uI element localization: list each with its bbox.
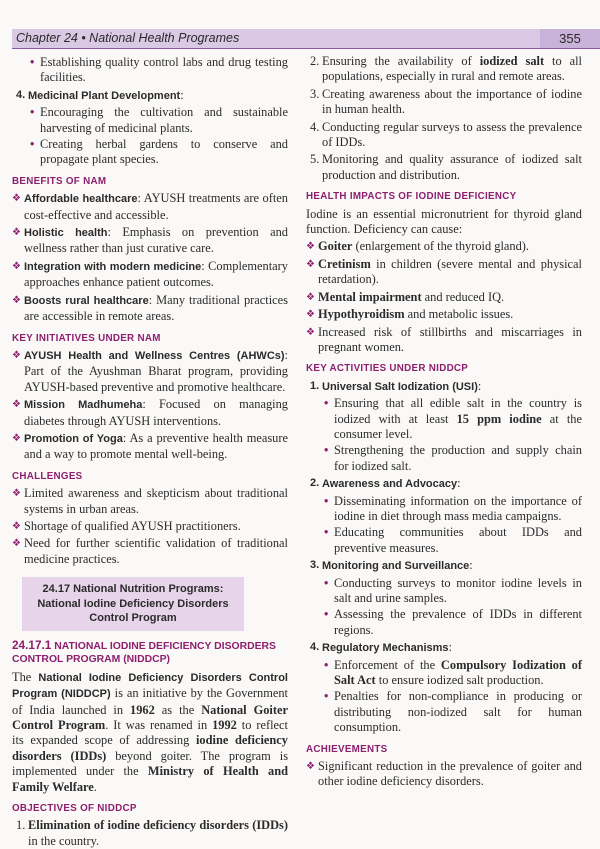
diamond-bullet-icon: ❖: [12, 349, 21, 361]
diamond-bullet-icon: ❖: [306, 241, 315, 253]
chapter-title: Chapter 24 • National Health Programes: [16, 31, 240, 45]
subsection-heading: 24.17.1 NATIONAL IODINE DEFICIENCY DISORDERS CONTROL PROGRAM (NIDDCP): [12, 637, 276, 666]
numbered-item: 3. Creating awareness about the importance of iodine in human health.: [310, 86, 582, 117]
diamond-bullet-icon: ❖: [12, 227, 21, 239]
diamond-bullet-icon: ❖: [12, 260, 21, 272]
section-title-box: 24.17 National Nutrition Programs: National Iodine Deficiency Disorders Control Program: [22, 577, 244, 631]
list-item: • Disseminating information on the importance of iodine in diet through mass media campaigns.: [324, 493, 582, 523]
list-item: • Enforcement of the Compulsory Iodization of Salt Act to ensure iodized salt production.: [324, 657, 582, 688]
left-column: [12, 54, 288, 849]
list-item: • Strengthening the production and supply chain for iodized salt.: [324, 443, 582, 473]
numbered-item: 3. Monitoring and Surveillance:: [310, 558, 473, 573]
bullet-icon: •: [324, 493, 329, 508]
numbered-item: 2. Ensuring the availability of iodized salt to all populations, especially in rural and remote areas.: [310, 54, 582, 84]
bullet-icon: •: [324, 689, 329, 704]
diamond-bullet-icon: ❖: [12, 488, 21, 500]
list-item: ❖ Limited awareness and skepticism about traditional systems in urban areas.: [12, 486, 288, 516]
section-heading: KEY INITIATIVES UNDER NAM: [12, 332, 161, 344]
bullet-icon: •: [324, 607, 329, 622]
section-heading: CHALLENGES: [12, 470, 83, 482]
list-item: ❖ Cretinism in children (severe mental and physical retardation).: [306, 256, 582, 287]
bullet-icon: •: [324, 443, 329, 458]
list-item: • Establishing quality control labs and drug testing facilities.: [30, 55, 288, 85]
list-item: ❖ Holistic health: Emphasis on prevention and wellness rather than just curative care.: [12, 225, 288, 256]
bullet-icon: •: [30, 55, 35, 69]
list-item: • Ensuring that all edible salt in the country is iodized with at least 15 ppm iodine at the consumer level.: [324, 396, 582, 441]
list-item: ❖ Integration with modern medicine: Complementary approaches enhance patient outcomes.: [12, 258, 288, 290]
numbered-item: 4. Regulatory Mechanisms:: [310, 640, 452, 655]
page-number: 355: [540, 29, 600, 48]
list-item: • Conducting surveys to monitor iodine levels in salt and urine samples.: [324, 575, 582, 605]
section-heading: KEY ACTIVITIES UNDER NIDDCP: [306, 363, 469, 375]
section-heading: HEALTH IMPACTS OF IODINE DEFICIENCY: [306, 191, 517, 203]
list-item: • Penalties for non-compliance in producing or distributing non-iodized salt for human consumption.: [324, 689, 582, 735]
diamond-bullet-icon: ❖: [12, 538, 21, 550]
list-item: • Creating herbal gardens to conserve and propagate plant species.: [30, 137, 288, 167]
diamond-bullet-icon: ❖: [306, 761, 315, 773]
list-item: ❖ Increased risk of stillbirths and miscarriages in pregnant women.: [306, 324, 582, 354]
numbered-item: 2. Awareness and Advocacy:: [310, 476, 461, 491]
diamond-bullet-icon: ❖: [12, 520, 21, 532]
diamond-bullet-icon: ❖: [12, 193, 21, 205]
numbered-item: 4. Medicinal Plant Development:: [16, 87, 184, 102]
bullet-icon: •: [324, 575, 329, 590]
list-item: ❖ Boosts rural healthcare: Many traditional practices are accessible in remote areas.: [12, 292, 288, 324]
intro-paragraph: The National Iodine Deficiency Disorders Control Program (NIDDCP) is an initiative by the Government of India launched in 1962 as the National Goiter Control Program. It was renamed in 1992 to reflect its expanded scope of addressing iodine deficiency disorders (IDDs) beyond goiter. The program is implemented under the Ministry of Health and Family Welfare.: [12, 669, 289, 794]
numbered-item: 5. Monitoring and quality assurance of iodized salt production and distribution.: [310, 152, 582, 182]
section-heading: OBJECTIVES OF NIDDCP: [12, 802, 137, 814]
bullet-icon: •: [30, 105, 35, 120]
section-heading: ACHIEVEMENTS: [306, 743, 388, 755]
list-item: ❖ Promotion of Yoga: As a preventive health measure and a way to promote mental well-being.: [12, 430, 288, 462]
list-item: ❖ Mental impairment and reduced IQ.: [306, 289, 505, 304]
bullet-icon: •: [324, 396, 329, 411]
list-item: ❖ Shortage of qualified AYUSH practitioners.: [12, 518, 241, 533]
page-header: [12, 29, 600, 49]
bullet-icon: •: [30, 137, 35, 152]
bullet-icon: •: [324, 657, 329, 672]
list-item: ❖ Need for further scientific validation of traditional medicine practices.: [12, 536, 288, 566]
list-item: ❖ Affordable healthcare: AYUSH treatments are often cost-effective and accessible.: [12, 191, 288, 222]
diamond-bullet-icon: ❖: [306, 309, 315, 321]
diamond-bullet-icon: ❖: [12, 399, 21, 411]
list-item: ❖ AYUSH Health and Wellness Centres (AHWCs): Part of the Ayushman Bharat program, providing AYUSH-based preventive and promotive healthcare.: [12, 347, 288, 394]
numbered-item: 4. Conducting regular surveys to assess the prevalence of IDDs.: [310, 119, 582, 150]
numbered-item: 1. Universal Salt Iodization (USI):: [310, 378, 482, 393]
diamond-bullet-icon: ❖: [12, 432, 21, 444]
diamond-bullet-icon: ❖: [12, 294, 21, 306]
bullet-icon: •: [324, 525, 329, 540]
list-item: • Educating communities about IDDs and preventive measures.: [324, 525, 582, 555]
numbered-item: 1. Elimination of iodine deficiency disorders (IDDs) in the country.: [16, 818, 288, 848]
diamond-bullet-icon: ❖: [306, 258, 315, 270]
diamond-bullet-icon: ❖: [306, 291, 315, 303]
list-item: ❖ Hypothyroidism and metabolic issues.: [306, 307, 514, 322]
list-item: ❖ Mission Madhumeha: Focused on managing diabetes through AYUSH interventions.: [12, 397, 288, 428]
right-column: [306, 54, 582, 790]
section-heading: BENEFITS OF NAM: [12, 175, 107, 187]
list-item: • Encouraging the cultivation and sustainable harvesting of medicinal plants.: [30, 105, 288, 135]
impacts-intro: Iodine is an essential micronutrient for thyroid gland function. Deficiency can cause:: [306, 206, 582, 237]
diamond-bullet-icon: ❖: [306, 326, 315, 338]
list-item: ❖ Goiter (enlargement of the thyroid gland).: [306, 239, 530, 254]
list-item: • Assessing the prevalence of IDDs in different regions.: [324, 607, 582, 637]
list-item: ❖ Significant reduction in the prevalence of goiter and other iodine deficiency disorders.: [306, 759, 582, 789]
